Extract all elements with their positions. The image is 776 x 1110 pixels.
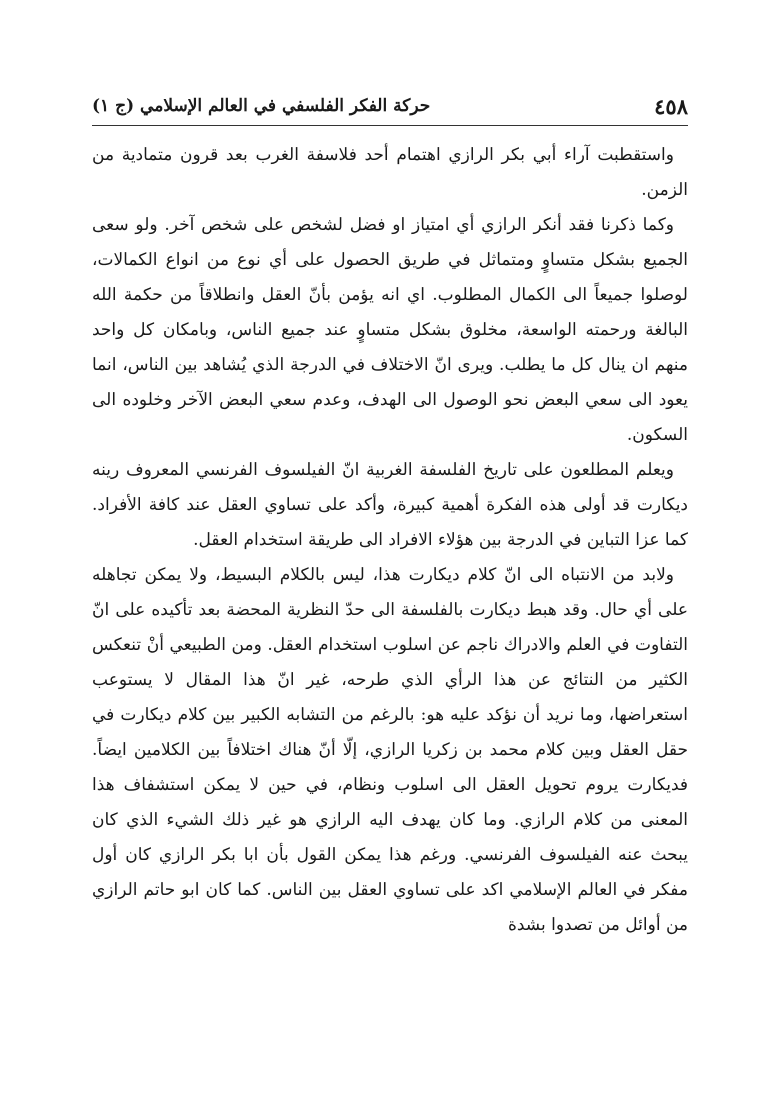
page-number: ٤٥٨ <box>654 93 688 119</box>
paragraph <box>92 558 688 943</box>
page-header <box>92 88 688 124</box>
paragraph-text: ولابد من الانتباه الى انّ كلام ديكارت هذا، ليس بالكلام البسيط، ولا يمكن تجاهله على أي حال. وقد هبط ديكارت بالفلسفة الى حدّ النظرية المحضة بعد تأكيده على انّ التفاوت في العلم والادراك ناجم عن اسلوب استخدام العقل. ومن الطبيعي أنْ تنعكس الكثير من النتائج عن هذا الرأي الذي طرحه، غير انّ هذا المقال لا يستوعب استعراضها، وما نريد أن نؤكد عليه هو: بالرغم من التشابه الكبير بين كلام ديكارت في حقل العقل وبين كلام محمد بن زكريا الرازي، إلّا أنّ هناك اختلافاً بين الكلامين ايضاً. فديكارت يروم تحويل العقل الى اسلوب ونظام، في حين لا يمكن استشفاف هذا المعنى من كلام الرازي. وما كان يهدف اليه الرازي هو غير ذلك الشيء الذي كان يبحث عنه الفيلسوف الفرنسي. ورغم هذا يمكن القول بأن ابا بكر الرازي كان أول مفكر في العالم الإسلامي اكد على تساوي العقل بين الناس. كما كان ابو حاتم الرازي من أوائل من تصدوا بشدة <box>92 565 688 935</box>
paragraph-text: واستقطبت آراء أبي بكر الرازي اهتمام أحد فلاسفة الغرب بعد قرون متمادية من الزمن. <box>92 145 688 200</box>
paragraph <box>92 208 688 453</box>
header-rule <box>92 125 688 126</box>
running-head: حركة الفكر الفلسفي في العالم الإسلامي (ج ١) <box>92 96 431 116</box>
paragraph <box>92 453 688 558</box>
paragraph-text: وكما ذكرنا فقد أنكر الرازي أي امتياز او فضل لشخص على شخص آخر. ولو سعى الجميع بشكل متساوٍ ومتماثل في طريق الحصول على أي نوع من انواع الكمالات، لوصلوا جميعاً الى الكمال المطلوب. اي انه يؤمن بأنّ العقل وانطلاقاً من حكمة الله البالغة ورحمته الواسعة، مخلوق بشكل متساوٍ عند جميع الناس، وبامكان كل واحد منهم ان ينال كل ما يطلب. ويرى انّ الاختلاف في الدرجة الذي يُشاهد بين الناس، انما يعود الى سعي البعض نحو الوصول الى الهدف، وعدم سعي البعض الآخر وخلوده الى السكون. <box>92 215 688 445</box>
paragraph-text: ويعلم المطلعون على تاريخ الفلسفة الغربية انّ الفيلسوف الفرنسي المعروف رينه ديكارت قد أولى هذه الفكرة أهمية كبيرة، وأكد على تساوي العقل عند كافة الأفراد. كما عزا التباين في الدرجة بين هؤلاء الافراد الى طريقة استخدام العقل. <box>92 460 688 550</box>
paragraph <box>92 138 688 208</box>
body-text <box>92 138 688 943</box>
